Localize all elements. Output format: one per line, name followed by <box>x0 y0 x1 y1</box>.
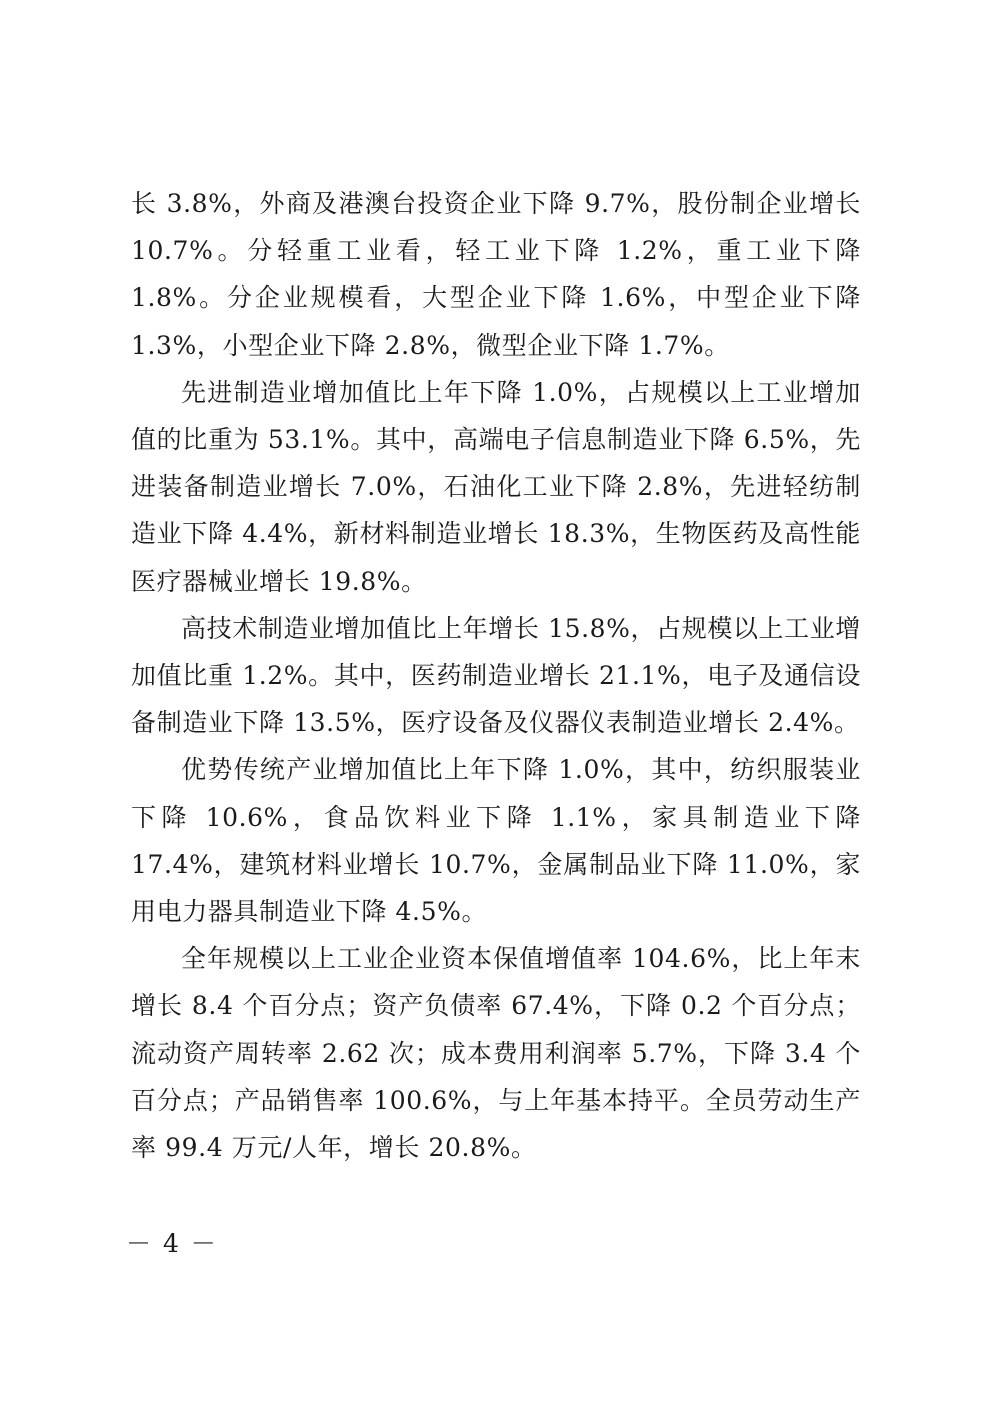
body-text <box>131 180 861 1171</box>
paragraph-high-tech-manufacturing: 高技术制造业增加值比上年增长 15.8%，占规模以上工业增加值比重 1.2%。其中，医药制造业增长 21.1%，电子及通信设备制造业下降 13.5%，医疗设备及仪器仪表制造业增长 2.4%。 <box>131 613 861 738</box>
paragraph-enterprise-indicators: 全年规模以上工业企业资本保值增值率 104.6%，比上年末增长 8.4 个百分点；资产负债率 67.4%，下降 0.2 个百分点；流动资产周转率 2.62 次；成本费用利润率 5.7%，下降 3.4 个百分点；产品销售率 100.6%，与上年基本持平。全员劳动生产率 99.4 万元/人年，增长 20.8%。 <box>131 944 861 1163</box>
paragraph-traditional-industries: 优势传统产业增加值比上年下降 1.0%，其中，纺织服装业下降 10.6%，食品饮料业下降 1.1%，家具制造业下降 17.4%，建筑材料业增长 10.7%，金属制品业下降 11.0%，家用电力器具制造业下降 4.5%。 <box>131 755 861 927</box>
paragraph-advanced-manufacturing: 先进制造业增加值比上年下降 1.0%，占规模以上工业增加值的比重为 53.1%。其中，高端电子信息制造业下降 6.5%，先进装备制造业增长 7.0%，石油化工业下降 2.8%，先进轻纺制造业下降 4.4%，新材料制造业增长 18.3%，生物医药及高性能医疗器械业增长 19.8%。 <box>131 377 861 596</box>
page-number: － 4 － <box>126 1229 218 1258</box>
paragraph-continuation: 长 3.8%，外商及港澳台投资企业下降 9.7%，股份制企业增长 10.7%。分轻重工业看，轻工业下降 1.2%，重工业下降 1.8%。分企业规模看，大型企业下降 1.6%，中型企业下降 1.3%，小型企业下降 2.8%，微型企业下降 1.7%。 <box>131 189 861 360</box>
